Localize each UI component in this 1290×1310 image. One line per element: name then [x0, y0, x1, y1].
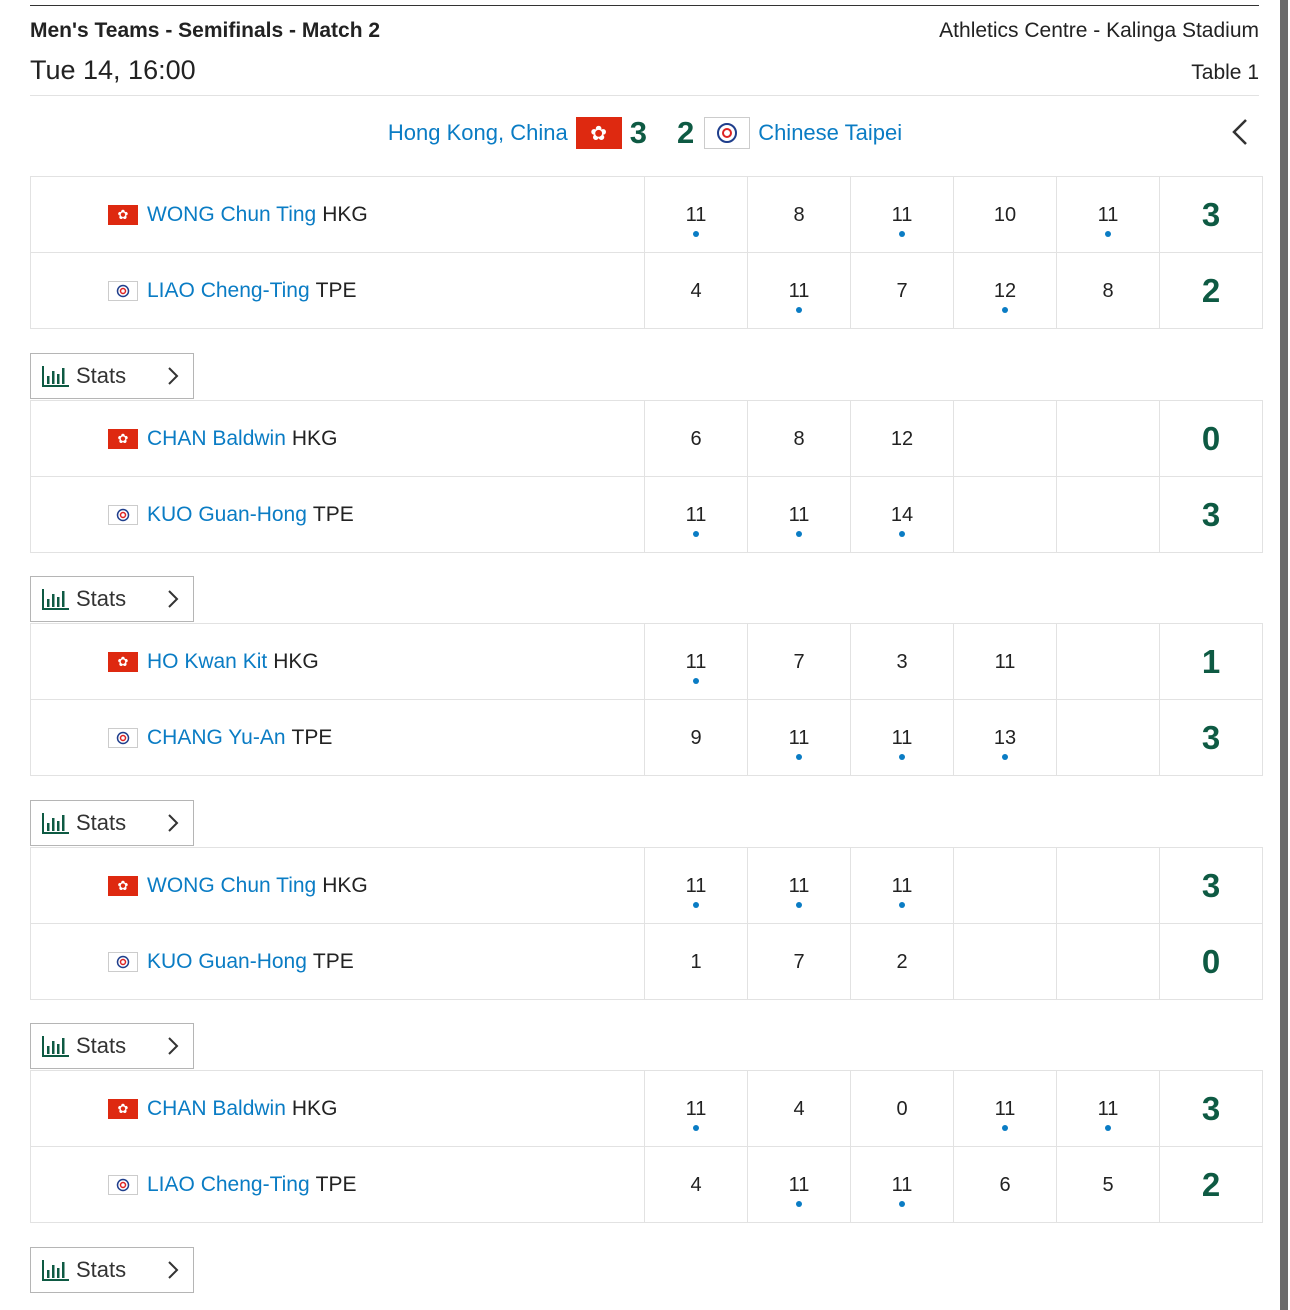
game-score-cell	[954, 253, 1057, 329]
player-name-link[interactable]: KUO Guan-Hong	[147, 502, 307, 526]
game-score: 4	[690, 279, 702, 302]
game-score: 2	[896, 950, 908, 973]
game-score-cell	[748, 401, 851, 477]
player-cell	[31, 624, 645, 700]
game-score-cell	[1057, 848, 1160, 924]
game-score-cell	[851, 700, 954, 776]
game-won-dot-icon	[693, 531, 699, 537]
player-name-link[interactable]: LIAO Cheng-Ting	[147, 1172, 310, 1196]
player-nationality: HKG	[322, 202, 368, 226]
table-row	[31, 401, 1263, 477]
game-score-cell	[954, 401, 1057, 477]
game-score: 11	[891, 874, 913, 897]
match-table	[30, 847, 1263, 1000]
player-cell	[31, 1147, 645, 1223]
bar-chart-icon	[42, 588, 70, 610]
game-score-cell	[645, 848, 748, 924]
game-score: 11	[891, 203, 913, 226]
game-score: 11	[685, 503, 707, 526]
match-total-score: 3	[1160, 477, 1263, 553]
game-score: 7	[793, 950, 805, 973]
player-nationality: TPE	[312, 502, 354, 526]
game-score-cell	[851, 253, 954, 329]
game-score-cell	[954, 848, 1057, 924]
away-team-link[interactable]: Chinese Taipei	[758, 120, 903, 145]
table-row	[31, 177, 1263, 253]
stats-button[interactable]	[30, 1247, 194, 1293]
player-cell	[31, 1071, 645, 1147]
game-score: 4	[793, 1097, 805, 1120]
game-score: 11	[685, 874, 707, 897]
game-score-cell	[851, 177, 954, 253]
table-row	[31, 624, 1263, 700]
game-score-cell	[851, 401, 954, 477]
match-table	[30, 623, 1263, 776]
player-nationality: TPE	[315, 1172, 357, 1196]
event-title: Men's Teams - Semifinals - Match 2	[30, 19, 381, 42]
game-score-cell	[1057, 700, 1160, 776]
game-score: 1	[690, 950, 702, 973]
game-score: 11	[891, 1173, 913, 1196]
hong-kong-flag-icon: ✿	[108, 876, 138, 896]
player-name-link[interactable]: CHAN Baldwin	[147, 426, 286, 450]
chevron-right-icon	[167, 1036, 179, 1056]
game-score-cell	[851, 477, 954, 553]
player-name-link[interactable]: CHANG Yu-An	[147, 725, 286, 749]
match-total-score: 2	[1160, 253, 1263, 329]
match-total-score: 3	[1160, 1071, 1263, 1147]
game-score: 11	[788, 279, 810, 302]
table-row	[31, 700, 1263, 776]
team-scoreline	[0, 112, 1290, 154]
stats-label: Stats	[76, 810, 127, 835]
game-score-cell	[851, 924, 954, 1000]
player-info	[31, 279, 644, 303]
game-score-cell	[748, 477, 851, 553]
game-score: 6	[690, 427, 702, 450]
game-score: 11	[788, 1173, 810, 1196]
stats-button[interactable]	[30, 576, 194, 622]
hong-kong-flag-icon: ✿	[108, 1099, 138, 1119]
game-score: 7	[896, 279, 908, 302]
game-score-cell	[645, 1147, 748, 1223]
game-score-cell	[748, 848, 851, 924]
game-score: 0	[896, 1097, 908, 1120]
game-score: 11	[788, 503, 810, 526]
game-score-cell	[954, 700, 1057, 776]
match-table	[30, 400, 1263, 553]
player-info	[31, 650, 644, 674]
player-info	[31, 874, 644, 898]
chevron-right-icon	[167, 366, 179, 386]
venue-label: Athletics Centre - Kalinga Stadium	[939, 19, 1259, 42]
game-score-cell	[645, 1071, 748, 1147]
match-total-score: 3	[1160, 177, 1263, 253]
player-cell	[31, 477, 645, 553]
game-won-dot-icon	[693, 678, 699, 684]
match-datetime: Tue 14, 16:00	[30, 55, 196, 85]
game-score: 8	[1102, 279, 1114, 302]
match-total-score: 0	[1160, 401, 1263, 477]
game-score-cell	[645, 924, 748, 1000]
game-score: 11	[685, 1097, 707, 1120]
game-score-cell	[851, 848, 954, 924]
player-info	[31, 726, 644, 750]
player-nationality: TPE	[315, 278, 357, 302]
player-name-link[interactable]: WONG Chun Ting	[147, 873, 317, 897]
top-divider	[30, 5, 1259, 6]
game-score: 7	[793, 650, 805, 673]
game-won-dot-icon	[1002, 754, 1008, 760]
player-nationality: HKG	[291, 426, 338, 450]
chinese-taipei-flag-icon	[108, 952, 138, 972]
game-score: 12	[890, 427, 914, 450]
table-row	[31, 848, 1263, 924]
bar-chart-icon	[42, 1035, 70, 1057]
game-score-cell	[954, 1147, 1057, 1223]
player-nationality: TPE	[312, 949, 354, 973]
player-name-link[interactable]: LIAO Cheng-Ting	[147, 278, 310, 302]
chinese-taipei-flag-icon	[108, 505, 138, 525]
table-row	[31, 1071, 1263, 1147]
game-won-dot-icon	[796, 307, 802, 313]
game-score-cell	[851, 1071, 954, 1147]
match-total-score: 0	[1160, 924, 1263, 1000]
home-team-score: 3	[629, 115, 647, 150]
game-score-cell	[748, 624, 851, 700]
game-score: 11	[994, 1097, 1016, 1120]
game-score-cell	[954, 1071, 1057, 1147]
stats-label: Stats	[76, 1257, 127, 1282]
player-cell	[31, 700, 645, 776]
game-won-dot-icon	[693, 231, 699, 237]
table-row	[31, 477, 1263, 553]
game-won-dot-icon	[899, 1201, 905, 1207]
hong-kong-flag-icon: ✿	[108, 652, 138, 672]
game-score-cell	[645, 177, 748, 253]
game-score: 5	[1102, 1173, 1114, 1196]
match-total-score: 3	[1160, 700, 1263, 776]
hong-kong-flag-icon: ✿	[576, 117, 622, 149]
player-nationality: HKG	[273, 649, 319, 673]
game-score: 13	[993, 726, 1017, 749]
scrollbar[interactable]	[1280, 0, 1288, 1310]
game-score: 8	[793, 203, 805, 226]
bar-chart-icon	[42, 812, 70, 834]
stats-label: Stats	[76, 586, 127, 611]
game-score-cell	[1057, 924, 1160, 1000]
game-score-cell	[1057, 477, 1160, 553]
game-score-cell	[645, 624, 748, 700]
game-score: 11	[788, 874, 810, 897]
away-team-score: 2	[676, 115, 695, 150]
table-row	[31, 253, 1263, 329]
game-score: 14	[890, 503, 914, 526]
game-score: 11	[994, 650, 1016, 673]
stats-button[interactable]	[30, 353, 194, 399]
game-score-cell	[1057, 177, 1160, 253]
chevron-right-icon	[167, 813, 179, 833]
player-cell	[31, 401, 645, 477]
game-score: 8	[793, 427, 805, 450]
player-name-link[interactable]: KUO Guan-Hong	[147, 949, 307, 973]
game-won-dot-icon	[899, 902, 905, 908]
stats-label: Stats	[76, 1033, 127, 1058]
game-score-cell	[748, 253, 851, 329]
game-score-cell	[1057, 1147, 1160, 1223]
game-score: 11	[685, 650, 707, 673]
player-info	[31, 1173, 644, 1197]
player-info	[31, 503, 644, 527]
table-row	[31, 924, 1263, 1000]
header-divider	[30, 95, 1259, 96]
game-score-cell	[851, 624, 954, 700]
game-score: 11	[891, 726, 913, 749]
player-cell	[31, 924, 645, 1000]
game-score: 3	[896, 650, 908, 673]
player-nationality: TPE	[291, 725, 333, 749]
stats-button[interactable]	[30, 800, 194, 846]
game-score-cell	[748, 700, 851, 776]
game-score-cell	[954, 924, 1057, 1000]
match-table	[30, 176, 1263, 329]
game-won-dot-icon	[899, 231, 905, 237]
player-name-link[interactable]: HO Kwan Kit	[147, 649, 268, 673]
match-total-score: 3	[1160, 848, 1263, 924]
game-score-cell	[1057, 1071, 1160, 1147]
table-label: Table 1	[1191, 61, 1259, 84]
table-row	[31, 1147, 1263, 1223]
game-score-cell	[1057, 253, 1160, 329]
game-score: 6	[999, 1173, 1011, 1196]
game-score: 4	[690, 1173, 702, 1196]
chevron-right-icon	[167, 1260, 179, 1280]
game-score: 11	[685, 203, 707, 226]
game-score-cell	[954, 177, 1057, 253]
match-table	[30, 1070, 1263, 1223]
game-score-cell	[1057, 401, 1160, 477]
player-info	[31, 950, 644, 974]
game-won-dot-icon	[1002, 1125, 1008, 1131]
game-won-dot-icon	[1002, 307, 1008, 313]
game-score: 10	[993, 203, 1017, 226]
game-score: 11	[788, 726, 810, 749]
player-info	[31, 427, 644, 451]
game-won-dot-icon	[796, 754, 802, 760]
player-cell	[31, 848, 645, 924]
chevron-right-icon	[167, 589, 179, 609]
chinese-taipei-flag-icon	[108, 281, 138, 301]
game-score-cell	[645, 477, 748, 553]
game-won-dot-icon	[899, 531, 905, 537]
game-won-dot-icon	[1105, 231, 1111, 237]
game-score-cell	[645, 401, 748, 477]
hong-kong-flag-icon: ✿	[108, 429, 138, 449]
player-name-link[interactable]: CHAN Baldwin	[147, 1096, 286, 1120]
game-score: 12	[993, 279, 1017, 302]
player-name-link[interactable]: WONG Chun Ting	[147, 202, 317, 226]
game-score-cell	[645, 253, 748, 329]
player-cell	[31, 177, 645, 253]
game-score-cell	[851, 1147, 954, 1223]
game-score-cell	[748, 177, 851, 253]
game-score-cell	[748, 924, 851, 1000]
player-nationality: HKG	[291, 1096, 338, 1120]
game-score: 11	[1097, 1097, 1119, 1120]
game-won-dot-icon	[693, 1125, 699, 1131]
home-team-link[interactable]: Hong Kong, China	[387, 120, 568, 145]
game-won-dot-icon	[796, 902, 802, 908]
game-score-cell	[748, 1071, 851, 1147]
bar-chart-icon	[42, 1259, 70, 1281]
game-won-dot-icon	[693, 902, 699, 908]
game-score-cell	[748, 1147, 851, 1223]
match-total-score: 1	[1160, 624, 1263, 700]
game-score: 9	[690, 726, 702, 749]
chinese-taipei-flag-icon	[108, 728, 138, 748]
stats-label: Stats	[76, 363, 127, 388]
chinese-taipei-flag-icon	[704, 117, 750, 149]
game-won-dot-icon	[796, 531, 802, 537]
player-info	[31, 203, 644, 227]
stats-button[interactable]	[30, 1023, 194, 1069]
game-won-dot-icon	[1105, 1125, 1111, 1131]
game-won-dot-icon	[899, 754, 905, 760]
chevron-left-icon[interactable]	[1228, 117, 1252, 147]
player-nationality: HKG	[322, 873, 368, 897]
match-total-score: 2	[1160, 1147, 1263, 1223]
hong-kong-flag-icon: ✿	[108, 205, 138, 225]
player-cell	[31, 253, 645, 329]
game-score-cell	[645, 700, 748, 776]
game-score-cell	[1057, 624, 1160, 700]
game-score-cell	[954, 624, 1057, 700]
chinese-taipei-flag-icon	[108, 1175, 138, 1195]
game-score: 11	[1097, 203, 1119, 226]
player-info	[31, 1097, 644, 1121]
game-score-cell	[954, 477, 1057, 553]
game-won-dot-icon	[796, 1201, 802, 1207]
bar-chart-icon	[42, 365, 70, 387]
